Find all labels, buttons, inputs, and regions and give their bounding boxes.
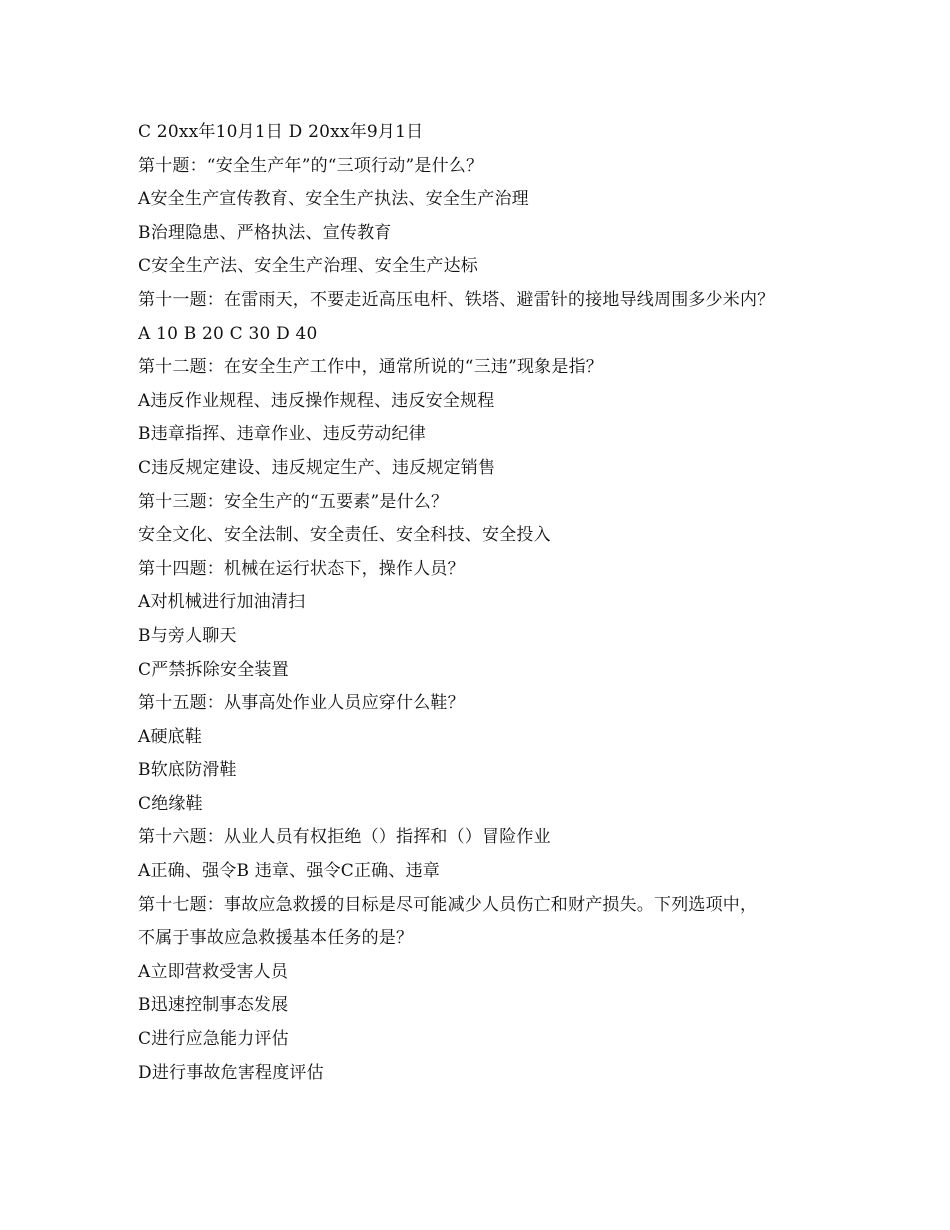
question-12-option-b: B违章指挥、违章作业、违反劳动纪律 bbox=[138, 424, 426, 445]
question-13-title: 第十三题：安全生产的“五要素”是什么？ bbox=[138, 491, 449, 512]
document-body bbox=[138, 116, 838, 1090]
question-12-option-a: A违反作业规程、违反操作规程、违反安全规程 bbox=[138, 390, 495, 411]
question-10-option-c: C安全生产法、安全生产治理、安全生产达标 bbox=[138, 256, 479, 277]
question-15-option-a: A硬底鞋 bbox=[138, 726, 203, 747]
question-14-option-c: C严禁拆除安全装置 bbox=[138, 659, 289, 680]
question-14-title: 第十四题：机械在运行状态下，操作人员？ bbox=[138, 558, 465, 579]
question-17-option-b: B迅速控制事态发展 bbox=[138, 995, 289, 1016]
question-16-options: A正确、强令B 违章、强令C正确、违章 bbox=[138, 861, 440, 882]
question-12-title: 第十二题：在安全生产工作中，通常所说的“三违”现象是指？ bbox=[138, 357, 603, 378]
question-16-title: 第十六题：从业人员有权拒绝（）指挥和（）冒险作业 bbox=[138, 827, 551, 848]
question-9-options-cd: C 20xx年10月1日 D 20xx年9月1日 bbox=[138, 122, 424, 142]
question-10-title: 第十题：“安全生产年”的“三项行动”是什么？ bbox=[138, 155, 484, 176]
question-14-option-a: A对机械进行加油清扫 bbox=[138, 592, 306, 613]
question-13-answer: 安全文化、安全法制、安全责任、安全科技、安全投入 bbox=[138, 525, 551, 546]
question-10-option-a: A安全生产宣传教育、安全生产执法、安全生产治理 bbox=[138, 189, 529, 210]
question-17-option-a: A立即营救受害人员 bbox=[138, 961, 289, 982]
question-17-title-part-1: 第十七题：事故应急救援的目标是尽可能减少人员伤亡和财产损失。下列选项中， bbox=[138, 894, 758, 915]
question-11-title: 第十一题：在雷雨天，不要走近高压电杆、铁塔、避雷针的接地导线周围多少米内？ bbox=[138, 289, 775, 310]
question-15-option-c: C绝缘鞋 bbox=[138, 793, 203, 814]
question-12-option-c: C违反规定建设、违反规定生产、违反规定销售 bbox=[138, 457, 496, 478]
question-15-title: 第十五题：从事高处作业人员应穿什么鞋？ bbox=[138, 693, 465, 714]
question-15-option-b: B软底防滑鞋 bbox=[138, 760, 237, 781]
question-10-option-b: B治理隐患、严格执法、宣传教育 bbox=[138, 222, 392, 243]
question-14-option-b: B与旁人聊天 bbox=[138, 625, 237, 646]
question-17-option-d: D进行事故危害程度评估 bbox=[138, 1062, 324, 1083]
question-11-options: A 10 B 20 C 30 D 40 bbox=[138, 323, 318, 344]
question-17-option-c: C进行应急能力评估 bbox=[138, 1029, 289, 1050]
question-17-title-part-2: 不属于事故应急救援基本任务的是？ bbox=[138, 928, 414, 949]
